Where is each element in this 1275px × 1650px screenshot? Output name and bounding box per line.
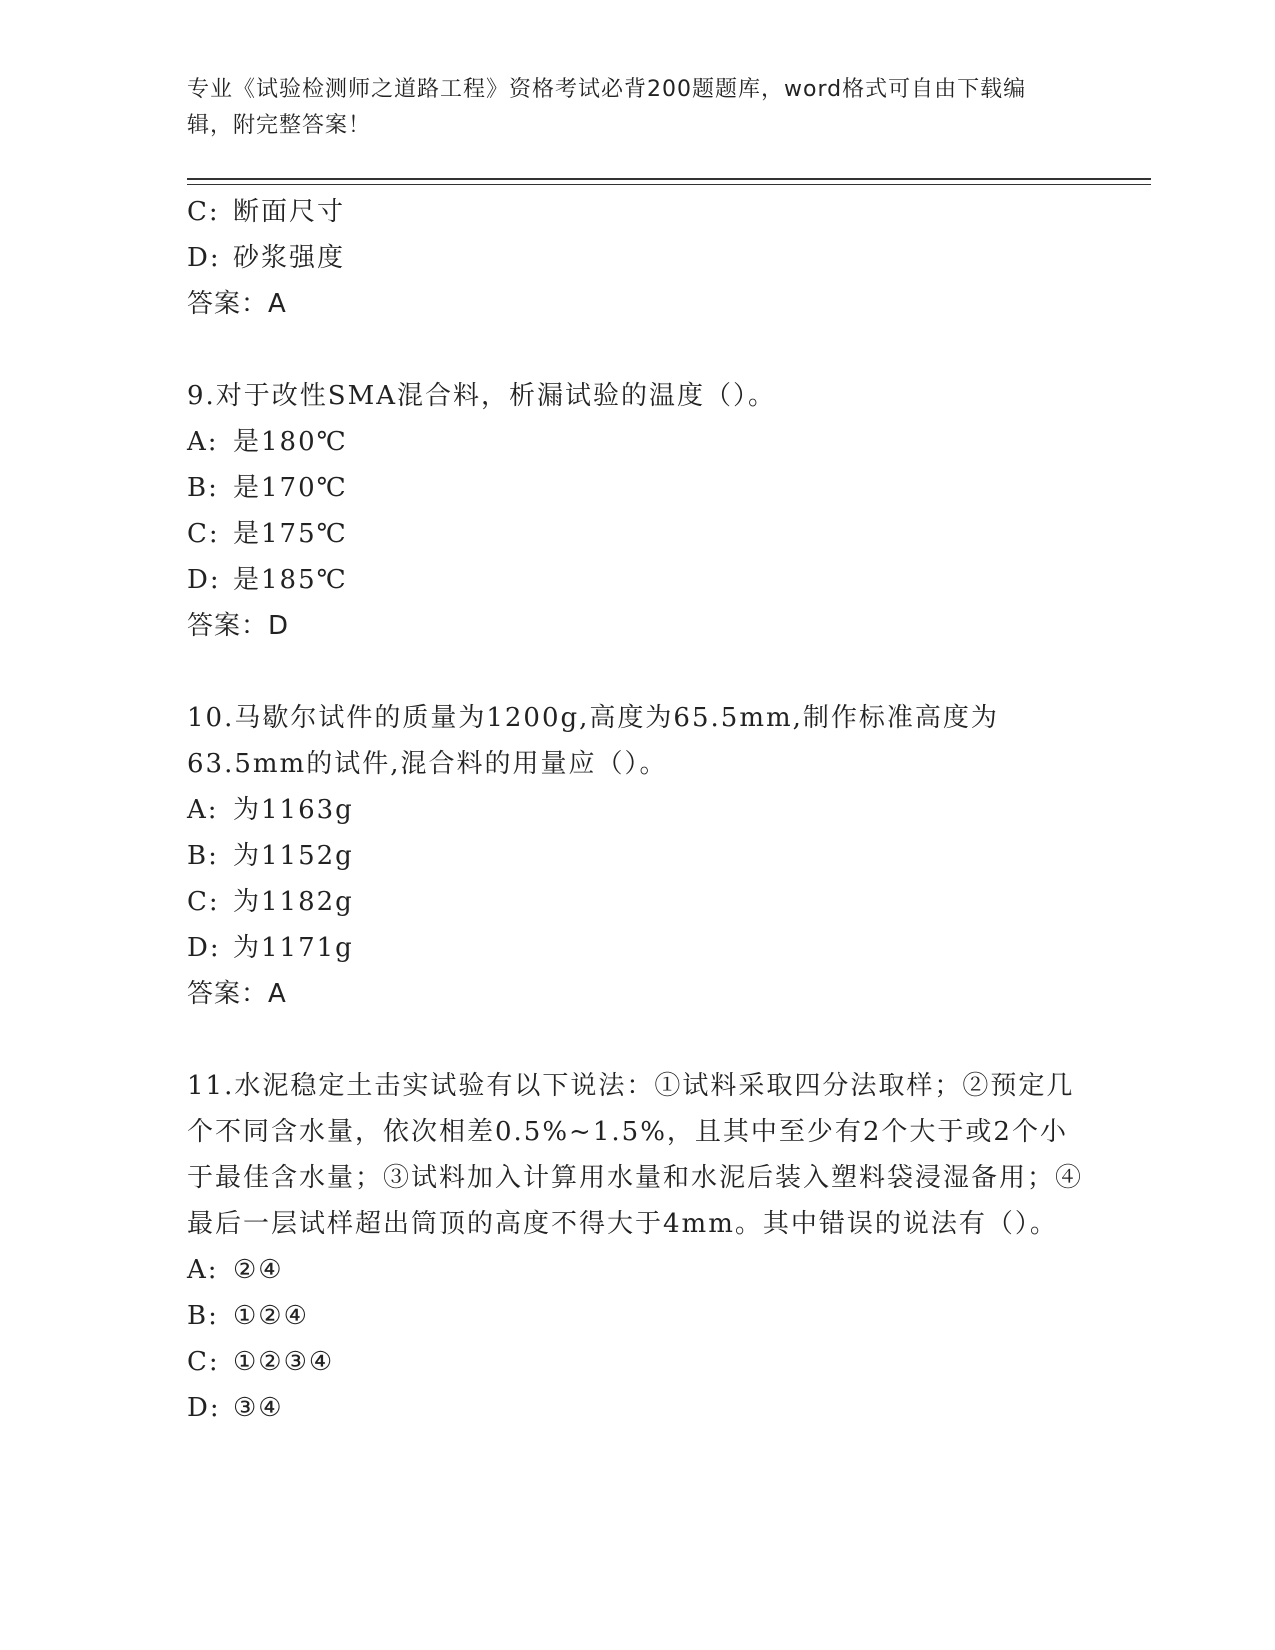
option-key: B: (187, 473, 219, 503)
option-item (187, 1385, 1087, 1431)
option-key: C: (187, 887, 220, 917)
option-key: C: (187, 1347, 220, 1377)
option-item (187, 235, 1087, 281)
option-item (187, 1339, 1087, 1385)
option-key: C: (187, 197, 220, 227)
option-item (187, 1293, 1087, 1339)
option-text: 是175℃ (233, 519, 348, 549)
option-key: A: (187, 795, 219, 825)
question-stem: 11.水泥稳定土击实试验有以下说法：①试料采取四分法取样；②预定几个不同含水量，依次相差0.5%~1.5%，且其中至少有2个大于或2个小于最佳含水量；③试料加入计算用水量和水泥后装入塑料袋浸湿备用；④最后一层试样超出筒顶的高度不得大于4mm。其中错误的说法有（）。 (187, 1071, 1084, 1239)
option-text: 是180℃ (233, 427, 348, 457)
option-key: B: (187, 841, 219, 871)
option-item (187, 511, 1087, 557)
option-text: ①②③④ (233, 1347, 335, 1377)
option-item (187, 189, 1087, 235)
option-text: 是185℃ (233, 565, 348, 595)
option-item (187, 1247, 1087, 1293)
option-key: D: (187, 243, 221, 273)
option-text: 为1171g (233, 933, 354, 963)
option-item (187, 879, 1087, 925)
option-text: ③④ (233, 1393, 284, 1423)
option-text: 砂浆强度 (233, 243, 346, 273)
option-key: D: (187, 933, 221, 963)
option-item (187, 787, 1087, 833)
question-list (187, 189, 1087, 1431)
option-text: 为1163g (233, 795, 354, 825)
option-key: C: (187, 519, 220, 549)
option-key: B: (187, 1301, 219, 1331)
option-text: 为1152g (233, 841, 354, 871)
option-key: A: (187, 1255, 219, 1285)
question-stem: 9.对于改性SMA混合料，析漏试验的温度（）。 (187, 381, 777, 411)
question-stem: 10.马歇尔试件的质量为1200g,高度为65.5mm,制作标准高度为63.5mm的试件,混合料的用量应（）。 (187, 703, 999, 779)
answer-line: 答案：A (187, 289, 287, 319)
option-item (187, 925, 1087, 971)
option-text: 断面尺寸 (233, 197, 346, 227)
option-item (187, 833, 1087, 879)
option-text: 为1182g (233, 887, 354, 917)
header-divider-thin (187, 184, 1151, 185)
document-header: 专业《试验检测师之道路工程》资格考试必背200题题库，word格式可自由下载编辑，附完整答案！ (187, 77, 1027, 138)
answer-line: 答案：A (187, 979, 287, 1009)
option-text: ②④ (233, 1255, 284, 1285)
option-key: D: (187, 565, 221, 595)
option-item (187, 557, 1087, 603)
option-item (187, 419, 1087, 465)
option-item (187, 465, 1087, 511)
option-text: ①②④ (233, 1301, 309, 1331)
answer-line: 答案：D (187, 611, 290, 641)
option-key: D: (187, 1393, 221, 1423)
header-divider-thick (187, 178, 1151, 180)
option-text: 是170℃ (233, 473, 348, 503)
option-key: A: (187, 427, 219, 457)
